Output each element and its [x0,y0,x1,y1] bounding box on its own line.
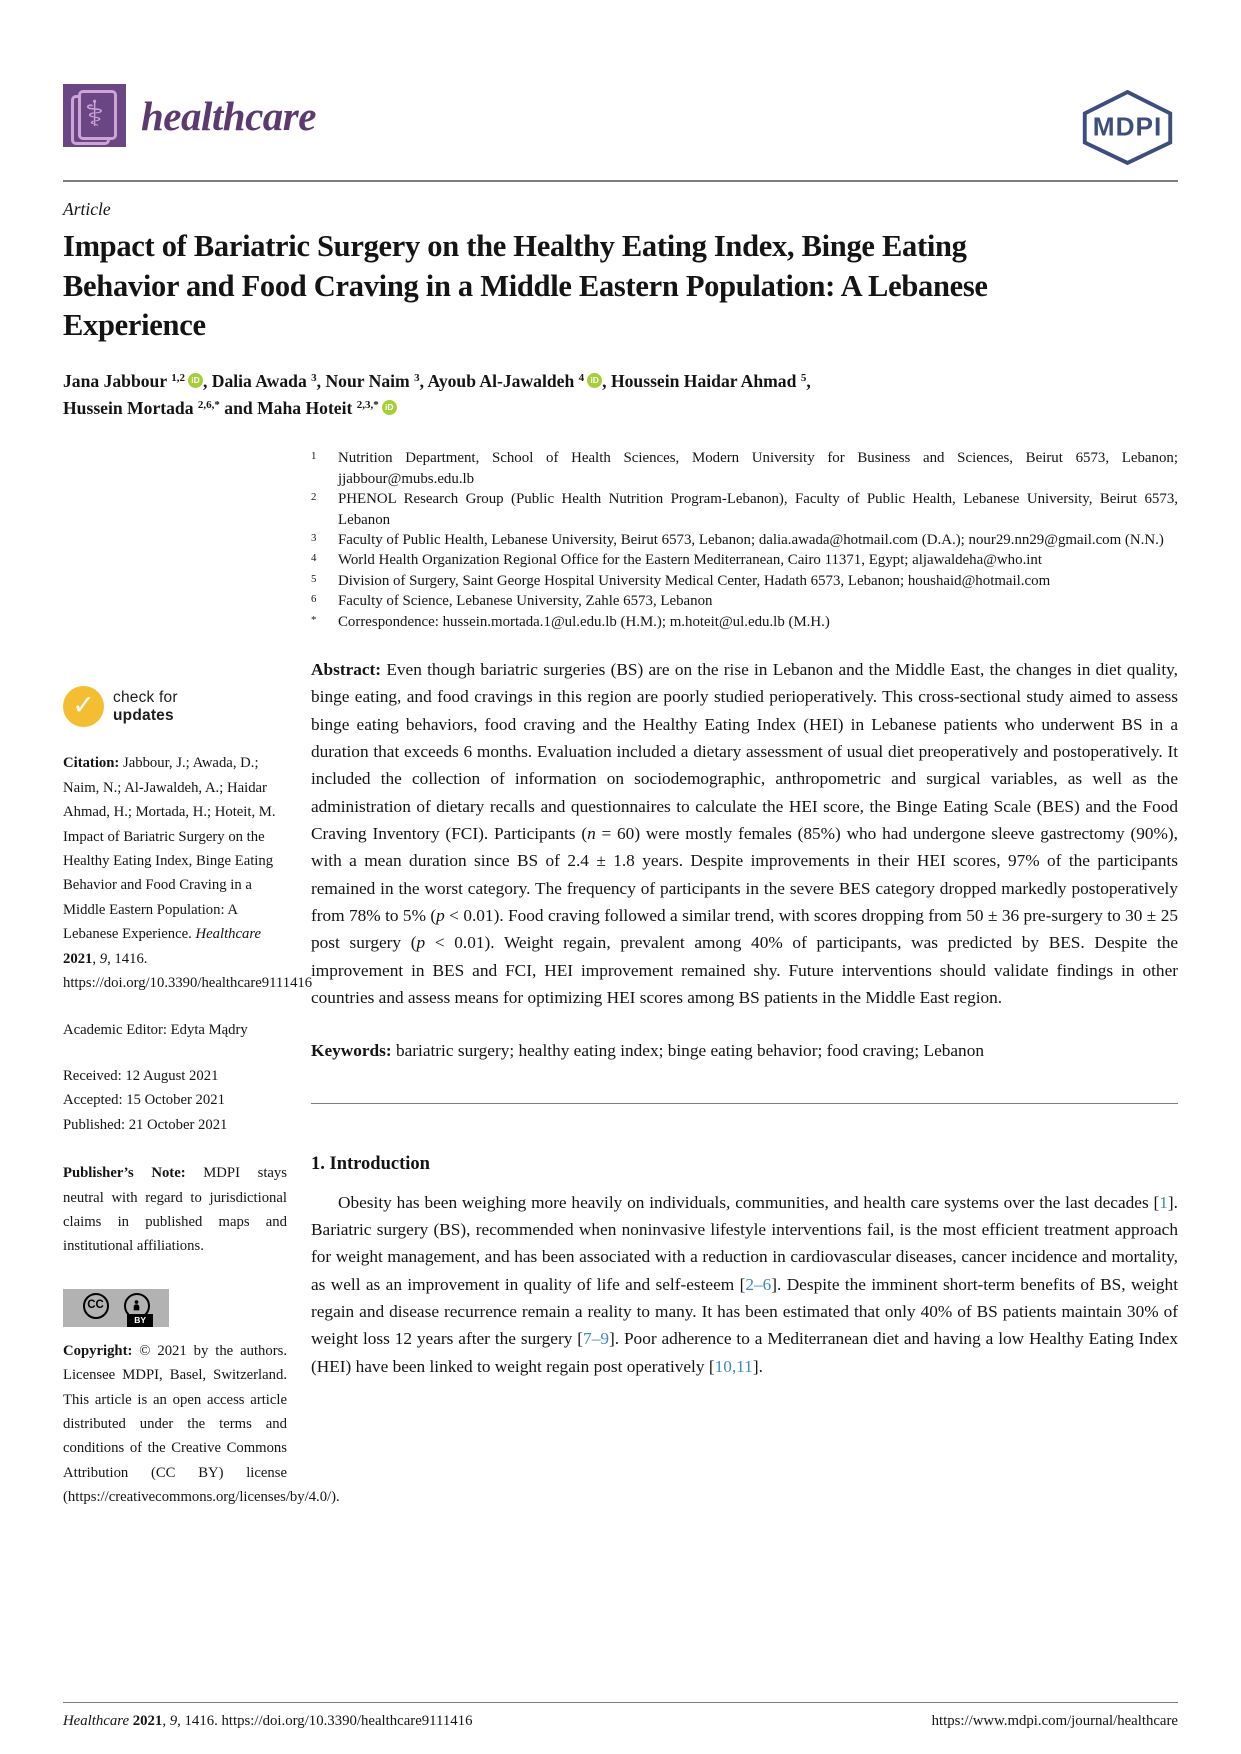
check-badge-line1: check for [113,689,178,707]
article-type-label: Article [63,199,111,219]
abstract-label: Abstract: [311,660,382,680]
affiliation-row [311,612,1178,632]
dates-block [63,1064,287,1137]
author-name: Ayoub Al-Jawaldeh [427,370,575,391]
copyright-text: © 2021 by the authors. Licensee MDPI, Basel, Switzerland. This article is an open access article distributed under the terms and conditions of the Creative Commons Attribution (CC BY) license (https://creativecommons.org/licenses/by/4.0/). [63,1342,340,1506]
footer-row [63,1713,1178,1730]
authors-line: Jana Jabbour $^{1,2}$ iD , Dalia Awada $^3$, Nour Naim $^3$, Ayoub Al-Jawaldeh $^4$ iD , Houssein Haidar Ahmad $^5$, Hussein Mortada $^{2,6,*}$ and Maha Hoteit $^{2,3,*}$ iD [63,370,811,419]
abstract-text: Even though bariatric surgeries (BS) are on the rise in Lebanon and the Middle East, the changes in diet quality, binge eating, and food cravings in this region are poorly studied perioperatively. This cross-sectional study aimed to assess binge eating behaviors, food craving and the Healthy Eating Index (HEI) in Lebanese patients who underwent BS in a duration that exceeds 6 months. Evaluation included a dietary assessment of usual diet preoperatively and postoperatively. It included the collection of information on sociodemographic, anthropometric and surgical variables, as well as the administration of dietary recalls and questionnaires to calculate the HEI score, the Binge Eating Scale (BES) and the Food Craving Inventory (FCI). Participants (n = 60) were mostly females (85%) who had undergone sleeve gastrectomy (90%), with a mean duration since BS of 2.4 ± 1.8 years. Despite improvements in their HEI scores, 97% of the participants remained in the worst category. The frequency of participants in the severe BES category dropped markedly postoperatively from 78% to 5% (p < 0.01). Food craving followed a similar trend, with scores dropping from 50 ± 36 pre-surgery to 30 ± 25 post surgery (p < 0.01). Weight regain, prevalent among 40% of participants, was predicted by BES. Despite the improvement in BES and FCI, HEI improvement remained shy. Future interventions should validate findings in other countries and assess means for optimizing HEI scores among BS patients in the Middle East region. [311,660,1179,1008]
keywords-text: bariatric surgery; healthy eating index; binge eating behavior; food craving; Lebanon [395,1041,984,1061]
affiliation-marker: 2 [311,491,317,504]
accepted-date: Accepted: 15 October 2021 [63,1092,225,1109]
citation-label: Citation: [63,755,120,772]
intro-paragraph-body: Obesity has been weighing more heavily on individuals, communities, and health care systems over the last decades [1]. Bariatric surgery (BS), recommended when noninvasive lifestyle interventions fail, is the most efficient treatment approach for weight management, and has been associated with a reduction in cardiovascular diseases, cancer incidence and mortality, as well as an improvement in quality of life and self-esteem [2–6]. Despite the imminent short-term benefits of BS, weight regain and disease recurrence remain a reality to many. It has been estimated that only 40% of BS patients maintain 30% of weight loss 12 years after the surgery [7–9]. Poor adherence to a Mediterranean diet and having a low Healthy Eating Index (HEI) have been linked to weight regain post operatively [10,11]. [311,1192,1178,1376]
author-affiliation-sup: 3 [414,371,420,384]
citation-text: Jabbour, J.; Awada, D.; Naim, N.; Al-Jawaldeh, A.; Haidar Ahmad, H.; Mortada, H.; Hoteit, M. Impact of Bariatric Surgery on the Healthy Eating Index, Binge Eating Behavior and Food Craving in a Middle Eastern Population: A Lebanese Experience. Healthcare 2021, 9, 1416. https://doi.org/10.3390/healthcare9111416 [63,755,313,992]
affiliation-text: Faculty of Science, Lebanese University, Zahle 6573, Lebanon [338,593,713,610]
affiliation-text: Division of Surgery, Saint George Hospital University Medical Center, Hadath 6573, Lebanon; houshaid@hotmail.com [338,572,1051,589]
author-affiliation-sup: 1,2 [171,371,185,384]
author-affiliation-sup: 3 [311,371,317,384]
cc-license-badge[interactable] [63,1289,169,1327]
affiliations-list [311,448,1178,632]
mdpi-logo-icon [1077,88,1178,171]
footer-divider [63,1702,1178,1703]
affiliation-text: Faculty of Public Health, Lebanese University, Beirut 6573, Lebanon; dalia.awada@hotmail.com (D.A.); nour29.nn29@gmail.com (N.N.) [338,532,1164,549]
copyright-block [63,1339,340,1510]
author-affiliation-sup: 4 [578,371,585,384]
check-badge-line2: updates [113,706,174,724]
author-name: Houssein Haidar Ahmad [610,370,797,391]
page-header [63,0,1178,171]
journal-name: healthcare [141,92,316,139]
check-badge-text [113,689,178,725]
citation-ref[interactable]: 1 [1159,1192,1168,1212]
citation-ref[interactable]: 7–9 [583,1329,609,1349]
affiliation-row [311,489,1178,530]
keywords-divider [311,1103,1178,1104]
author-name: Jana Jabbour [63,370,167,391]
publishers-note-text: MDPI stays neutral with regard to jurisdictional claims in published maps and institutional affiliations. [63,1165,287,1255]
author-name: Dalia Awada [211,370,307,391]
header-divider [63,180,1178,182]
academic-editor: Academic Editor: Edyta Mądry [63,1021,248,1038]
keywords-label: Keywords: [311,1041,392,1061]
mdpi-logo-text: MDPI [1092,111,1163,142]
footer-journal-url[interactable]: https://www.mdpi.com/journal/healthcare [931,1713,1178,1729]
affiliation-row [311,571,1178,591]
affiliation-marker: 6 [311,593,317,606]
affiliation-text: PHENOL Research Group (Public Health Nutrition Program-Lebanon), Faculty of Public Health, Lebanese University, Beirut 6573, Lebanon [338,491,1178,528]
healthcare-logo-icon [63,84,126,147]
author-affiliation-sup: 2,3,* [356,399,379,412]
check-circle-icon [63,686,104,727]
cc-by-label: BY [127,1314,153,1327]
citation-ref[interactable]: 10,11 [714,1356,753,1376]
affiliation-marker: 4 [311,552,317,565]
sidebar [63,448,340,1509]
cc-icon: CC [83,1293,109,1319]
page-title: Impact of Bariatric Surgery on the Healthy Eating Index, Binge Eating Behavior and Food Craving in a Middle Eastern Population: A Lebanese Experience [63,229,988,343]
check-for-updates-badge[interactable] [63,686,287,727]
author-name: Maha Hoteit [257,398,353,419]
affiliation-row [311,448,1178,489]
journal-brand [63,84,316,147]
affiliation-row [311,550,1178,570]
citation-block [63,751,313,995]
author-affiliation-sup: 5 [800,371,807,384]
publishers-note [63,1161,287,1259]
orcid-icon[interactable]: iD [382,400,397,415]
url-link[interactable]: https://doi.org/10.3390/healthcare9111416 [63,975,313,992]
affiliation-text: Correspondence: hussein.mortada.1@ul.edu.lb (H.M.); m.hoteit@ul.edu.lb (M.H.) [338,613,830,630]
affiliation-text: Nutrition Department, School of Health Sciences, Modern University for Business and Sciences, Beirut 6573, Lebanon; jjabbour@mubs.edu.lb [338,450,1178,487]
content-columns [63,448,1178,1509]
affiliation-marker: 5 [311,572,317,585]
published-date: Published: 21 October 2021 [63,1116,228,1133]
publishers-note-label: Publisher’s Note: [63,1165,186,1182]
author-name: Nour Naim [325,370,410,391]
affiliation-row [311,530,1178,550]
orcid-icon[interactable]: iD [188,373,203,388]
citation-ref[interactable]: 2–6 [745,1274,772,1294]
caduceus-icon: ⚕ [84,94,105,135]
received-date: Received: 12 August 2021 [63,1067,219,1084]
keywords-section [311,1037,1178,1064]
intro-paragraph [311,1189,1178,1380]
affiliation-marker: 3 [311,532,317,545]
page-footer [63,1702,1178,1730]
author-name: Hussein Mortada [63,398,194,419]
affiliation-marker: * [311,613,317,626]
footer-left: Healthcare 2021, 9, 1416. https://doi.org/10.3390/healthcare9111416 [63,1713,473,1729]
check-mark-icon: ✓ [72,690,95,722]
main-column [311,448,1178,1509]
affiliation-text: World Health Organization Regional Office for the Eastern Mediterranean, Cairo 11371, Egypt; aljawaldeha@who.int [338,552,1043,569]
abstract-section [311,656,1178,1011]
affiliation-marker: 1 [311,450,317,463]
intro-heading: 1. Introduction [311,1153,430,1174]
author-affiliation-sup: 2,6,* [197,399,220,412]
affiliation-row [311,591,1178,611]
copyright-label: Copyright: [63,1342,133,1359]
url-link[interactable]: https://doi.org/10.3390/healthcare9111416 [221,1713,473,1729]
footer-citation [63,1713,472,1730]
orcid-icon[interactable]: iD [587,373,602,388]
